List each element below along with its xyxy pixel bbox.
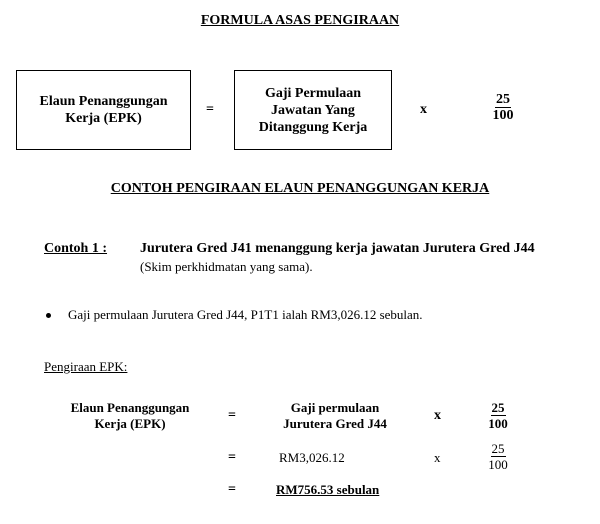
calc-equals-2: =: [228, 450, 236, 465]
calc-fraction-2: [478, 441, 518, 472]
page-title: FORMULA ASAS PENGIRAAN: [200, 13, 400, 28]
example-note: (Skim perkhidmatan yang sama).: [140, 259, 313, 274]
calc-amount: RM3,026.12: [279, 450, 345, 465]
calc-salary-line2: Jurutera Gred J44: [283, 416, 387, 431]
example-description: Jurutera Gred J41 menanggung kerja jawatan Jurutera Gred J44: [140, 241, 535, 256]
calc-lhs-line1: Elaun Penanggungan: [70, 400, 190, 415]
formula-lhs-box: Elaun Penanggungan Kerja (EPK): [16, 70, 191, 150]
calc-numerator-2: 25: [491, 441, 505, 456]
calc-result: RM756.53 sebulan: [276, 482, 380, 497]
calculation-label: Pengiraan EPK:: [44, 359, 128, 374]
calc-fraction-1: [478, 400, 518, 431]
formula-denominator: 100: [492, 108, 514, 123]
bullet-text: Gaji permulaan Jurutera Gred J44, P1T1 ialah RM3,026.12 sebulan.: [68, 307, 423, 322]
calc-multiply-2: x: [434, 450, 441, 465]
formula-multiply-sign: x: [420, 102, 427, 117]
calc-denominator-1: 100: [488, 416, 508, 431]
formula-equals-sign: =: [206, 102, 214, 117]
calc-numerator-1: 25: [491, 400, 505, 415]
calc-equals-3: =: [228, 482, 236, 497]
formula-numerator: 25: [496, 92, 510, 107]
calc-multiply-1: x: [434, 408, 441, 423]
calc-equals-1: =: [228, 408, 236, 423]
calc-denominator-2: 100: [488, 457, 508, 472]
calc-salary-line1: Gaji permulaan: [290, 400, 380, 415]
calc-lhs-line2: Kerja (EPK): [94, 416, 166, 431]
bullet-icon: [46, 313, 51, 318]
formula-fraction: [483, 92, 523, 123]
example-heading: CONTOH PENGIRAAN ELAUN PENANGGUNGAN KERJA: [110, 181, 490, 196]
example-label: Contoh 1 :: [44, 241, 108, 256]
formula-salary-box: Gaji Permulaan Jawatan Yang Ditanggung Kerja: [234, 70, 392, 150]
